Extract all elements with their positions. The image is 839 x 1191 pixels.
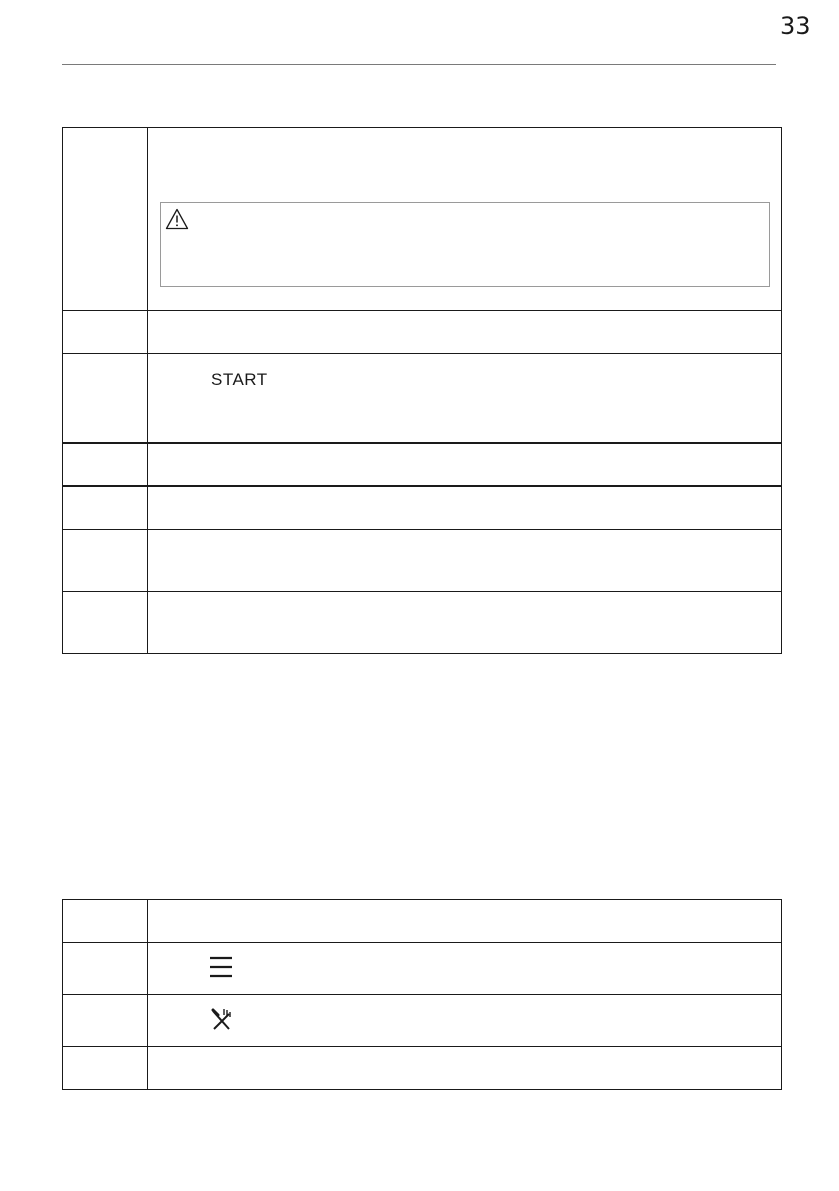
step-number-cell (63, 128, 148, 311)
start-button-label: START (211, 370, 268, 389)
table-row (63, 529, 782, 591)
step-text-cell (148, 311, 782, 354)
table-row (63, 943, 782, 995)
table-row (63, 311, 782, 354)
step-number-cell (63, 943, 148, 995)
step-text-cell (148, 1047, 782, 1090)
step-number-cell (63, 900, 148, 943)
step-number-cell (63, 529, 148, 591)
table-row (63, 1047, 782, 1090)
page-number-text: 33 (780, 12, 811, 40)
table-row (63, 900, 782, 943)
step-number-cell (63, 486, 148, 529)
procedure-table-2 (62, 899, 782, 1090)
step-number-cell (63, 443, 148, 486)
step-text-cell (148, 900, 782, 943)
table-row (63, 443, 782, 486)
step-text-cell (148, 995, 782, 1047)
step-text-cell (148, 486, 782, 529)
page-number (778, 10, 818, 40)
table-row (63, 128, 782, 311)
step-text-cell (148, 354, 782, 444)
warning-triangle-icon (165, 208, 189, 230)
step-number-cell (63, 354, 148, 444)
step-number-cell (63, 1047, 148, 1090)
step-number-cell (63, 311, 148, 354)
step-text-cell (148, 529, 782, 591)
table-row (63, 995, 782, 1047)
step-text-cell (148, 128, 782, 311)
menu-icon (209, 955, 233, 979)
step-number-cell (63, 591, 148, 653)
step-text-cell (148, 591, 782, 653)
header-rule (62, 64, 776, 65)
table-row (63, 591, 782, 653)
table-row (63, 354, 782, 444)
warning-box (160, 202, 770, 287)
procedure-table-1 (62, 127, 782, 654)
step-text-cell (148, 443, 782, 486)
step-text-cell (148, 943, 782, 995)
fork-knife-icon (209, 1007, 233, 1031)
step-number-cell (63, 995, 148, 1047)
table-row (63, 486, 782, 529)
